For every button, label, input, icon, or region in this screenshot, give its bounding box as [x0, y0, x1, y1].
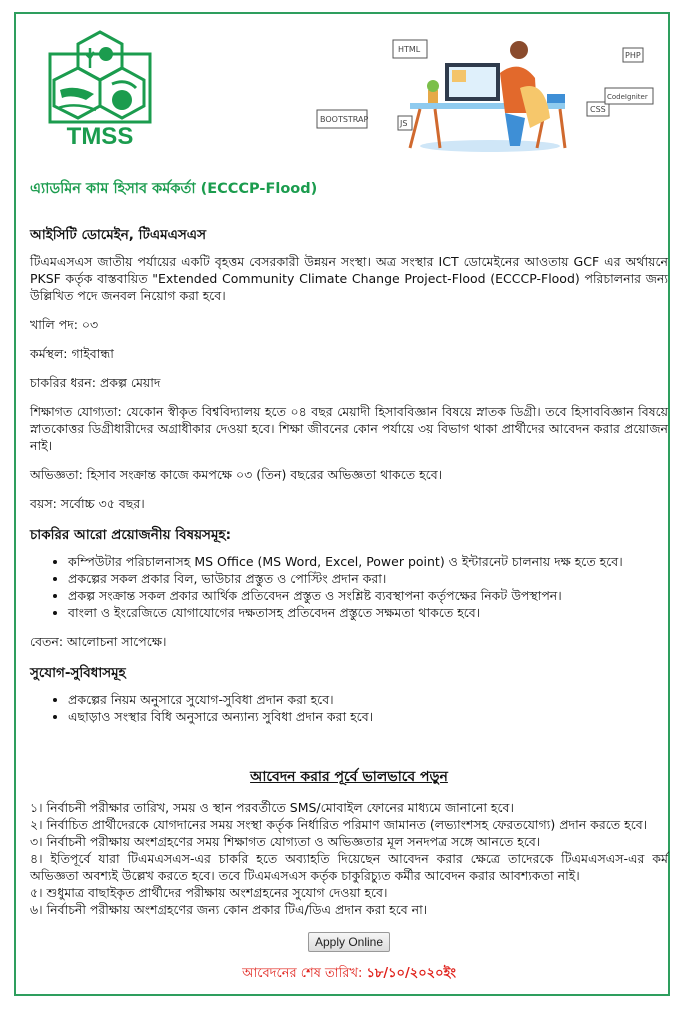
header	[40, 28, 660, 158]
instruction-item: ২। নির্বাচিত প্রার্থীদেরকে যোগদানের সময় সংস্থা কর্তৃক নির্ধারিত পরিমাণ জামানত (লভ্যাংশসহ ফেরতযোগ্য) প্রদান করতে হবে।	[30, 817, 648, 832]
location: কর্মস্থল: গাইবান্ধা	[30, 346, 114, 361]
instructions-list	[30, 799, 668, 918]
instruction-item: ৬। নির্বাচনী পরীক্ষায় অংশগ্রহণের জন্য কোন প্রকার টিএ/ডিএ প্রদান করা হবে না।	[30, 902, 428, 917]
list-item: • প্রকল্পের নিয়ম অনুসারে সুযোগ-সুবিধা প্রদান করা হবে।	[68, 691, 668, 708]
list-item: • বাংলা ও ইংরেজিতে যোগাযোগের দক্ষতাসহ প্রতিবেদন প্রস্তুতে সক্ষমতা থাকতে হবে।	[68, 604, 668, 621]
job-title: এ্যাডমিন কাম হিসাব কর্মকর্তা (ECCCP-Flood)	[30, 181, 318, 197]
list-item: • প্রকল্পের সকল প্রকার বিল, ভাউচার প্রস্তুত ও পোস্টিং প্রদান করা।	[68, 570, 668, 587]
web-developer-illustration	[315, 28, 660, 153]
job-content	[30, 178, 668, 985]
vacancy: খালি পদ: ০৩	[30, 317, 99, 332]
list-item: • এছাড়াও সংস্থার বিধি অনুসারে অন্যান্য সুবিধা প্রদান করা হবে।	[68, 708, 668, 725]
requirements-list	[30, 553, 668, 621]
tag-codeigniter: CodeIgniter	[607, 93, 648, 101]
list-item: • প্রকল্প সংক্রান্ত সকল প্রকার আর্থিক প্রতিবেদন প্রস্তুত ও সংশ্লিষ্ট ব্যবস্থাপনা কর্তৃপক্ষের নিকট উপস্থাপন।	[68, 587, 668, 604]
education: শিক্ষাগত যোগ্যতা: যেকোন স্বীকৃত বিশ্ববিদ্যালয় হতে ০৪ বছর মেয়াদী হিসাববিজ্ঞান বিষয়ে স্নাতক ডিগ্রী। তবে হিসাববিজ্ঞান বিষয়ে স্নাতকোত্তর ডিগ্রীধারীদের অগ্রাধীকার দেওয়া হবে। শিক্ষা জীবনের কোন পর্যায়ে ৩য় বিভাগ থাকা প্রার্থীদের আবেদন করার প্রয়োজন নাই।	[30, 404, 668, 453]
deadline-date: ১৮/১০/২০২০ইং	[366, 966, 456, 981]
tag-js: JS	[400, 119, 408, 128]
tag-php: PHP	[625, 51, 641, 60]
deadline	[30, 964, 668, 985]
deadline-label: আবেদনের শেষ তারিখ:	[242, 966, 363, 981]
benefits-heading: সুযোগ-সুবিধাসমূহ	[30, 665, 126, 681]
salary: বেতন: আলোচনা সাপেক্ষে।	[30, 634, 167, 649]
benefits-list	[30, 691, 668, 725]
tag-css: CSS	[590, 105, 606, 114]
tag-html: HTML	[398, 45, 421, 54]
instruction-item: ৪। ইতিপূর্বে যারা টিএমএসএস-এর চাকরি হতে অব্যাহতি দিয়েছেন আবেদন করার ক্ষেত্রে তাদেরকে টিএমএসএস-এর কর্ম অভিজ্ঞতা অবশ্যই উল্লেখ করতে হবে। তবে টিএমএসএস কর্তৃক চাকুরিচ্যুত কর্মীর আবেদন করার আবশ্যকতা নাই।	[30, 851, 668, 883]
org-heading: আইসিটি ডোমেইন, টিএমএসএস	[30, 227, 206, 243]
instruction-item: ৫। শুধুমাত্র বাছাইকৃত প্রার্থীদের পরীক্ষায় অংশগ্রহনের সুযোগ দেওয়া হবে।	[30, 885, 388, 900]
list-item: • কম্পিউটার পরিচালনাসহ MS Office (MS Word, Excel, Power point) ও ইন্টারনেট চালনায় দক্ষ হতে হবে।	[68, 553, 668, 570]
intro-text: টিএমএসএস জাতীয় পর্যায়ের একটি বৃহত্তম বেসরকারী উন্নয়ন সংস্থা। অত্র সংস্থার ICT ডোমেইনের আওতায় GCF এর অর্থায়নে PKSF কর্তৃক বাস্তবায়িত "Extended Community Climate Change Project-Flood (ECCCP-Flood) পরিচালনার জন্য উল্লিখিত পদে জনবল নিয়োগ করা হবে।	[30, 254, 668, 303]
logo-text: TMSS	[66, 123, 134, 148]
instruction-item: ৩। নির্বাচনী পরীক্ষায় অংশগ্রহণের সময় শিক্ষাগত যোগ্যতা ও অভিজ্ঞতার মূল সনদপত্র সঙ্গে আনতে হবে।	[30, 834, 541, 849]
apply-online-button[interactable]: Apply Online	[308, 932, 390, 952]
experience: অভিজ্ঞতা: হিসাব সংক্রান্ত কাজে কমপক্ষে ০৩ (তিন) বছরের অভিজ্ঞতা থাকতে হবে।	[30, 467, 443, 482]
tag-bootstrap: BOOTSTRAP	[320, 115, 369, 124]
instructions-heading: আবেদন করার পূর্বে ভালভাবে পড়ুন	[250, 769, 448, 785]
tmss-logo	[46, 28, 154, 148]
requirements-heading: চাকরির আরো প্রয়োজনীয় বিষয়সমূহ:	[30, 527, 231, 543]
instruction-item: ১। নির্বাচনী পরীক্ষার তারিখ, সময় ও স্থান পরবর্তীতে SMS/মোবাইল ফোনের মাধ্যমে জানানো হবে।	[30, 800, 514, 815]
age: বয়স: সর্বোচ্চ ৩৫ বছর।	[30, 496, 145, 511]
job-type: চাকরির ধরন: প্রকল্প মেয়াদ	[30, 375, 161, 390]
